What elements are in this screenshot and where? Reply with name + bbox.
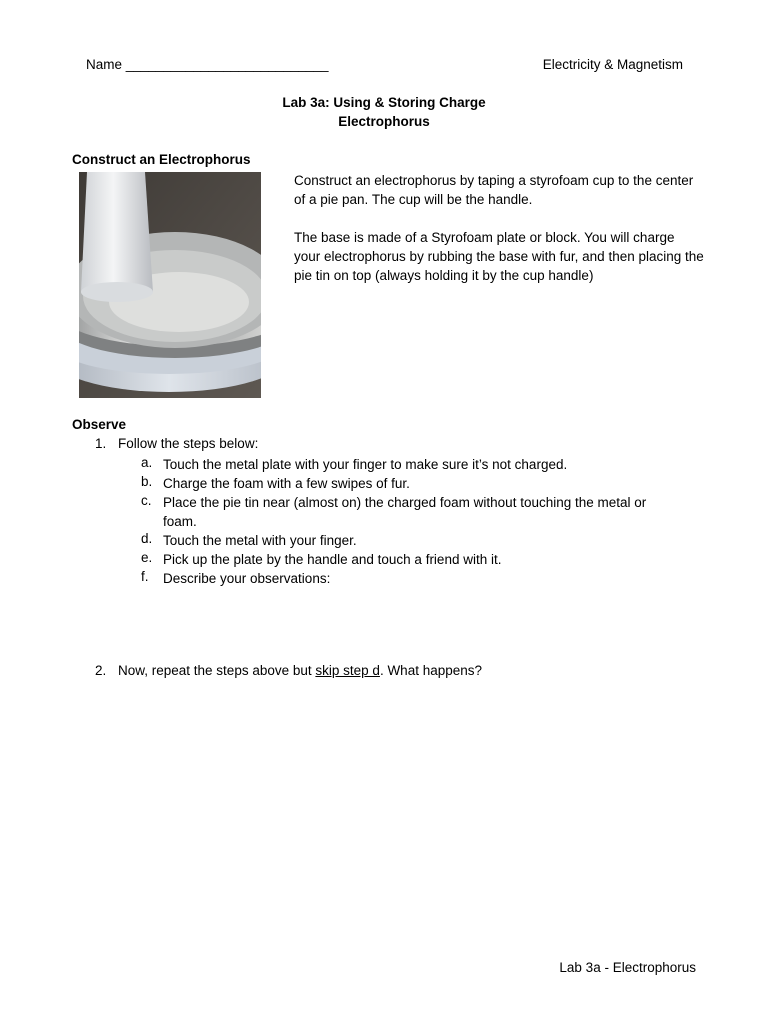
step-letter-f: f. [141, 569, 149, 584]
page-title: Lab 3a: Using & Storing Charge [282, 95, 486, 110]
list-number-2: 2. [95, 663, 107, 678]
item2-text-underlined: skip step d [315, 663, 380, 678]
page-footer: Lab 3a - Electrophorus [559, 960, 696, 975]
step-f: Describe your observations: [163, 571, 331, 586]
subject-label: Electricity & Magnetism [542, 57, 683, 72]
step-d: Touch the metal with your finger. [163, 533, 357, 548]
step-letter-d: d. [141, 531, 153, 546]
observe-heading: Observe [72, 417, 127, 432]
construct-paragraph-1: Construct an electrophorus by taping a styrofoam cup to the center of a pie pan. The cup will be the handle. [294, 173, 694, 207]
list-item-1: Follow the steps below: [118, 436, 259, 451]
step-letter-a: a. [141, 455, 153, 470]
list-number-1: 1. [95, 436, 107, 451]
step-letter-b: b. [141, 474, 153, 489]
step-c: Place the pie tin near (almost on) the charged foam without touching the metal or foam. [163, 495, 647, 529]
step-e: Pick up the plate by the handle and touch a friend with it. [163, 552, 502, 567]
electrophorus-photo [79, 172, 261, 398]
list-item-2 [118, 663, 482, 678]
name-field-label: Name ___________________________ [86, 57, 329, 72]
item2-text-before: Now, repeat the steps above but [118, 663, 316, 678]
construct-heading: Construct an Electrophorus [72, 152, 251, 167]
step-a: Touch the metal plate with your finger to make sure it’s not charged. [163, 457, 568, 472]
step-b: Charge the foam with a few swipes of fur. [163, 476, 410, 491]
item2-text-after: . What happens? [379, 663, 483, 678]
step-letter-c: c. [141, 493, 152, 508]
construct-paragraph-2: The base is made of a Styrofoam plate or block. You will charge your electrophorus by rubbing the base with fur, and then placing the pie tin on top (always holding it by the cup handle) [294, 230, 704, 283]
step-letter-e: e. [141, 550, 153, 565]
page-subtitle: Electrophorus [338, 114, 430, 129]
